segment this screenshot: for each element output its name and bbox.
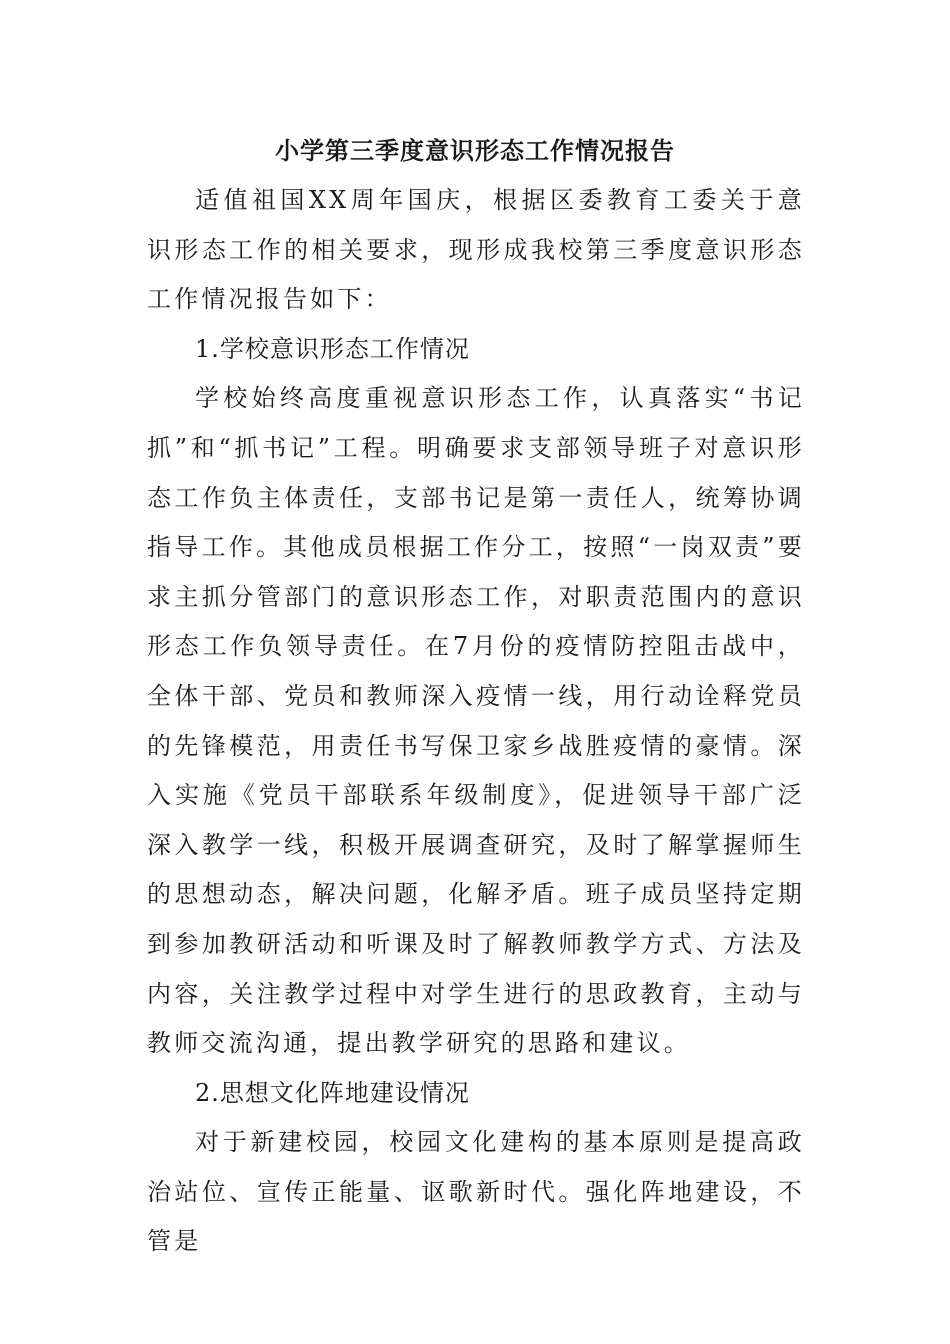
section-heading-1: 1.学校意识形态工作情况 xyxy=(195,334,470,363)
intro-paragraph: 适值祖国XX周年国庆，根据区委教育工委关于意识形态工作的相关要求，现形成我校第三季度意识形态工作情况报告如下： xyxy=(147,186,805,314)
document-title: 小学第三季度意识形态工作情况报告 xyxy=(275,136,675,165)
section-1-paragraph: 学校始终高度重视意识形态工作，认真落实“书记抓”和“抓书记”工程。明确要求支部领导班子对意识形态工作负主体责任，支部书记是第一责任人，统筹协调指导工作。其他成员根据工作分工，按照“一岗双责”要求主抓分管部门的意识形态工作，对职责范围内的意识形态工作负领导责任。在7月份的疫情防控阻击战中，全体干部、党员和教师深入疫情一线，用行动诠释党员的先锋模范，用责任书写保卫家乡战胜疫情的豪情。深入实施《党员干部联系年级制度》，促进领导干部广泛深入教学一线，积极开展调查研究，及时了解掌握师生的思想动态，解决问题，化解矛盾。班子成员坚持定期到参加教研活动和听课及时了解教师教学方式、方法及内容，关注教学过程中对学生进行的思政教育，主动与教师交流沟通，提出教学研究的思路和建议。 xyxy=(147,384,805,1058)
section-2-paragraph: 对于新建校园，校园文化建构的基本原则是提高政治站位、宣传正能量、讴歌新时代。强化阵地建设，不管是 xyxy=(147,1128,805,1256)
section-heading-2: 2.思想文化阵地建设情况 xyxy=(195,1078,470,1107)
document-body xyxy=(147,176,805,1267)
